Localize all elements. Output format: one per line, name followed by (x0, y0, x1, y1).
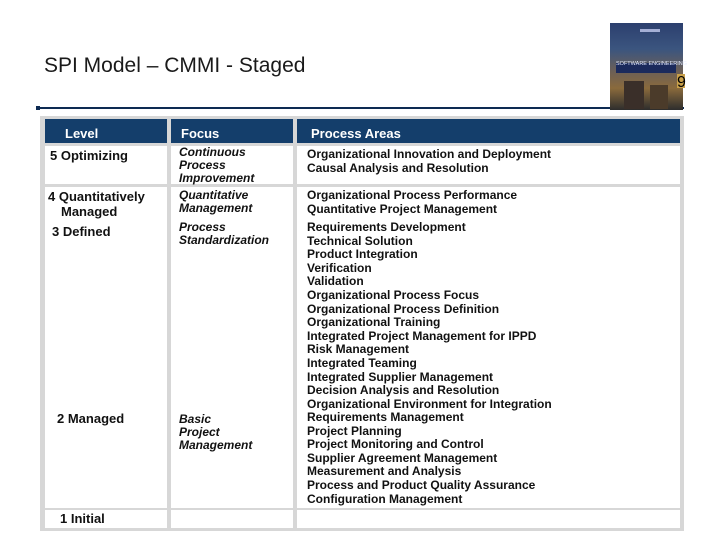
focus-cell (171, 146, 293, 184)
book-cover-figure (624, 81, 644, 109)
process-areas-cell (297, 187, 680, 220)
process-areas-cell (297, 146, 680, 184)
level-cell (45, 220, 167, 411)
process-area-item: Process and Product Quality Assurance (307, 477, 536, 492)
process-area-item: Organizational Process Focus (307, 287, 480, 302)
cmmi-table (40, 116, 684, 531)
level-label: Managed (61, 204, 118, 219)
process-areas-cell (297, 411, 680, 508)
process-area-item: Product Integration (307, 247, 418, 262)
focus-text: Project (179, 425, 220, 439)
focus-cell (171, 510, 293, 528)
process-area-item: Project Planning (307, 423, 402, 438)
process-area-item: Organizational Process Definition (307, 301, 500, 316)
book-cover-figure (650, 85, 668, 109)
focus-text: Management (179, 201, 253, 215)
process-area-item: Project Monitoring and Control (307, 437, 484, 452)
process-area-item: Validation (307, 274, 364, 289)
focus-cell (171, 220, 293, 411)
process-area-item: Integrated Supplier Management (307, 369, 494, 384)
level-label: 3 Defined (52, 224, 111, 239)
focus-cell (171, 187, 293, 220)
process-area-item: Organizational Innovation and Deployment (307, 147, 552, 161)
level-label: 5 Optimizing (50, 148, 128, 163)
focus-text: Basic (179, 412, 212, 426)
focus-text: Management (179, 438, 253, 452)
process-area-item: Requirements Development (307, 220, 466, 234)
process-area-item: Decision Analysis and Resolution (307, 383, 500, 398)
focus-text: Quantitative (179, 188, 249, 202)
level-label: 2 Managed (57, 411, 125, 426)
process-area-item: Quantitative Project Management (307, 201, 498, 216)
process-area-item: Integrated Project Management for IPPD (307, 328, 537, 343)
focus-text: Standardization (179, 233, 270, 247)
book-cover-image (610, 23, 687, 110)
level-cell (45, 411, 167, 508)
title-divider-marker (36, 106, 40, 110)
process-area-item: Measurement and Analysis (307, 464, 462, 479)
process-area-item: Configuration Management (307, 491, 463, 506)
level-label: 4 Quantitatively (48, 189, 145, 204)
header-process-areas: Process Areas (297, 119, 680, 143)
focus-cell (171, 411, 293, 508)
level-cell (45, 510, 167, 528)
book-cover-edition: 9 (677, 74, 686, 91)
header-focus: Focus (171, 119, 293, 143)
focus-text: Process (179, 158, 226, 172)
level-label: 1 Initial (60, 511, 105, 526)
process-area-item: Organizational Process Performance (307, 188, 518, 202)
header-level: Level (45, 119, 167, 143)
level-cell (45, 187, 167, 220)
process-areas-cell (297, 220, 680, 411)
process-area-item: Risk Management (307, 342, 410, 357)
process-area-item: Technical Solution (307, 233, 413, 248)
book-cover-highlight (640, 29, 660, 32)
focus-text: Improvement (179, 171, 255, 185)
level-cell (45, 146, 167, 184)
process-area-item: Integrated Teaming (307, 355, 417, 370)
process-area-item: Organizational Training (307, 315, 441, 330)
process-area-item: Requirements Management (307, 410, 464, 424)
process-area-item: Organizational Environment for Integration (307, 396, 552, 411)
focus-text: Process (179, 220, 226, 234)
process-area-item: Causal Analysis and Resolution (307, 160, 489, 175)
process-area-item: Verification (307, 260, 372, 275)
book-cover-title: SOFTWARE ENGINEERING (616, 61, 687, 67)
process-areas-cell (297, 510, 680, 528)
process-area-item: Supplier Agreement Management (307, 450, 498, 465)
slide-title: SPI Model – CMMI - Staged (44, 54, 306, 77)
focus-text: Continuous (179, 145, 246, 159)
title-divider (36, 107, 684, 109)
